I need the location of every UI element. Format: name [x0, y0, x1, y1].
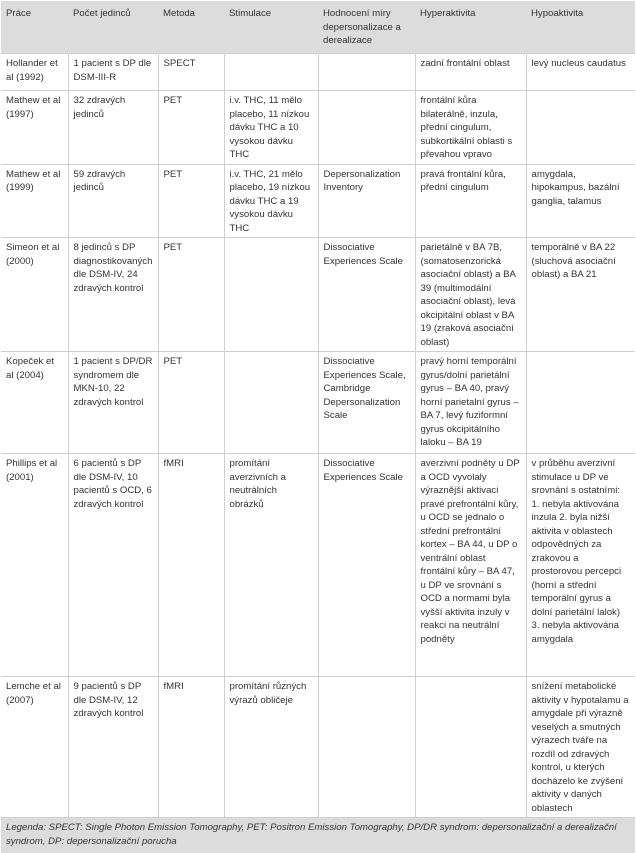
studies-table [1, 1, 635, 818]
table-header-row [1, 1, 635, 54]
table-row [1, 238, 635, 352]
cell-hodnoceni: Dissociative Experiences Scale [318, 454, 415, 677]
cell-pocet: 32 zdravých jedinců [68, 91, 158, 165]
cell-hypoaktivita [526, 352, 635, 454]
cell-stimulace [224, 54, 318, 91]
cell-hypoaktivita: temporálně v BA 22 (sluchová asociační oblast) a BA 21 [526, 238, 635, 352]
cell-metoda: fMRI [158, 454, 224, 677]
header-prace: Práce [1, 1, 68, 54]
cell-hyperaktivita: averzivní podněty u DP a OCD vyvolaly výraznější aktivaci pravé prefrontální kůry, u OCD se jednalo o střední prefrontální kortex – BA 44, u DP o ventrální oblast frontální kůry – BA 47, u DP ve srovnání s OCD a normami byla vyšší aktivita inzuly v reakci na neutrální podněty [415, 454, 526, 677]
cell-metoda: PET [158, 164, 224, 238]
cell-pocet: 1 pacient s DP dle DSM-III-R [68, 54, 158, 91]
cell-pocet: 8 jedinců s DP diagnostikovaných dle DSM-IV, 24 zdravých kontrol [68, 238, 158, 352]
cell-stimulace: i.v. THC, 11 mělo placebo, 11 nízkou dávku THC a 10 vysokou dávku THC [224, 91, 318, 165]
cell-pocet: 59 zdravých jedinců [68, 164, 158, 238]
cell-stimulace: i.v. THC, 21 mělo placebo, 19 nízkou dávku THC a 19 vysokou dávku THC [224, 164, 318, 238]
cell-pocet: 1 pacient s DP/DR syndromem dle MKN-10, 22 zdravých kontrol [68, 352, 158, 454]
cell-hyperaktivita: parietálně v BA 7B, (somatosenzorická asociační oblast) a BA 39 (multimodální asociační oblast), levá okcipitální oblast v BA 19 (zraková asociační oblast) [415, 238, 526, 352]
cell-prace: Phillips et al (2001) [1, 454, 68, 677]
table-row [1, 352, 635, 454]
cell-hypoaktivita: levý nucleus caudatus [526, 54, 635, 91]
table-row [1, 54, 635, 91]
cell-metoda: SPECT [158, 54, 224, 91]
header-pocet-jedincu: Počet jedinců [68, 1, 158, 54]
cell-hyperaktivita: frontální kůra bilaterálně, inzula, přední cingulum, subkortikální oblasti s převahou vpravo [415, 91, 526, 165]
cell-hypoaktivita: v průběhu averzivní stimulace u DP ve srovnání s ostatními: 1. nebyla aktivována inzula 2. byla nižší aktivita v oblastech odpovědných za zrakovou a prostorovou percepci (horní a střední temporální gyrus a dolní parietální lalok) 3. nebyla aktivována amygdala [526, 454, 635, 677]
cell-prace: Simeon et al (2000) [1, 238, 68, 352]
cell-stimulace [224, 352, 318, 454]
cell-pocet: 9 pacientů s DP dle DSM-IV, 12 zdravých kontrol [68, 677, 158, 818]
cell-hypoaktivita: amygdala, hipokampus, bazální ganglia, talamus [526, 164, 635, 238]
cell-hodnoceni: Dissociative Experiences Scale, Cambridge Depersonalization Scale [318, 352, 415, 454]
header-stimulace: Stimulace [224, 1, 318, 54]
cell-stimulace [224, 238, 318, 352]
cell-stimulace: promítání averzivních a neutrálních obrázků [224, 454, 318, 677]
cell-pocet: 6 pacientů s DP dle DSM-IV, 10 pacientů s OCD, 6 zdravých kontrol [68, 454, 158, 677]
table-row [1, 91, 635, 165]
table-row [1, 164, 635, 238]
header-hyperaktivita: Hyperaktivita [415, 1, 526, 54]
cell-hyperaktivita: zadní frontální oblast [415, 54, 526, 91]
cell-prace: Kopeček et al (2004) [1, 352, 68, 454]
cell-hypoaktivita: snížení metabolické aktivity v hypotalamu a amygdale při výrazně veselých a smutných výrazech tváře na rozdíl od zdravých kontrol, u kterých docházelo ke zvýšení aktivity v daných oblastech [526, 677, 635, 818]
table-row [1, 677, 635, 818]
cell-stimulace: promítání různých výrazů obličeje [224, 677, 318, 818]
cell-prace: Mathew et al (1997) [1, 91, 68, 165]
cell-hyperaktivita [415, 677, 526, 818]
cell-metoda: PET [158, 238, 224, 352]
cell-hyperaktivita: pravý horní temporální gyrus/dolní parietální gyrus – BA 40, pravý horní parietalní gyrus – BA 7, levý fuziformní gyrus okcipitálního laloku – BA 19 [415, 352, 526, 454]
cell-hodnoceni [318, 54, 415, 91]
header-metoda: Metoda [158, 1, 224, 54]
cell-metoda: fMRI [158, 677, 224, 818]
table-legend: Legenda: SPECT: Single Photon Emission Tomography, PET: Positron Emission Tomography, DP/DR syndrom: depersonalizační a derealizační syndrom, DP: depersonalizační porucha [1, 818, 635, 853]
header-hypoaktivita: Hypoaktivita [526, 1, 635, 54]
table-row [1, 454, 635, 677]
cell-prace: Lemche et al (2007) [1, 677, 68, 818]
cell-prace: Mathew et al (1999) [1, 164, 68, 238]
cell-hypoaktivita [526, 91, 635, 165]
cell-metoda: PET [158, 91, 224, 165]
cell-hodnoceni: Dissociative Experiences Scale [318, 238, 415, 352]
cell-hodnoceni [318, 677, 415, 818]
cell-hodnoceni: Depersonalization Inventory [318, 164, 415, 238]
cell-metoda: PET [158, 352, 224, 454]
cell-prace: Hollander et al (1992) [1, 54, 68, 91]
cell-hodnoceni [318, 91, 415, 165]
header-hodnoceni: Hodnocení míry depersonalizace a derealizace [318, 1, 415, 54]
cell-hyperaktivita: pravá frontální kůra, přední cingulum [415, 164, 526, 238]
